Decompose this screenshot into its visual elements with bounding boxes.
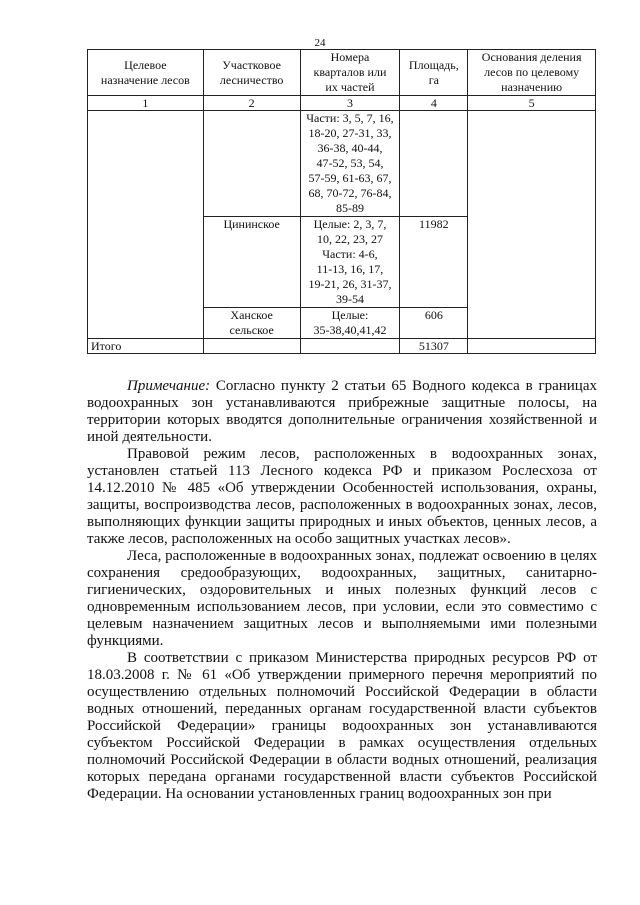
header-quarters: Номера кварталов или их частей	[300, 50, 400, 96]
area-cell	[400, 111, 468, 217]
quarters-cell: Части: 3, 5, 7, 16, 18-20, 27-31, 33, 36-38, 40-44, 47-52, 53, 54, 57-59, 61-63, 67, 68, 70-72, 76-84, 85-89	[300, 111, 400, 217]
quarters-cell: Целые: 2, 3, 7, 10, 22, 23, 27 Части: 4-6, 11-13, 16, 17, 19-21, 26, 31-37, 39-54	[300, 217, 400, 308]
table-row	[88, 111, 596, 217]
total-empty-cell	[300, 339, 400, 354]
column-number-row	[88, 96, 596, 111]
total-row	[88, 339, 596, 354]
forest-table	[87, 49, 596, 354]
column-number: 1	[88, 96, 204, 111]
forestry-cell	[203, 111, 300, 217]
paragraph: Правовой режим лесов, расположенных в водоохранных зонах, установлен статьей 113 Лесного кодекса РФ и приказом Рослесхоза от 14.12.2010 № 485 «Об утверждении Особенностей использования, охраны, защиты, воспроизводства лесов, расположенных в водоохранных зонах, лесов, выполняющих функции защиты природных и иных объектов, ценных лесов, а также лесов, расположенных на особо защитных участках лесов».	[87, 446, 597, 547]
total-label: Итого	[88, 339, 204, 354]
area-cell: 11982	[400, 217, 468, 308]
page-number: 24	[314, 37, 326, 49]
paragraph: Леса, расположенные в водоохранных зонах, подлежат освоению в целях сохранения средообразующих, водоохранных, защитных, санитарно-гигиенических, оздоровительных и иных полезных функций лесов с одновременным использованием лесов, при условии, если это совместимо с целевым назначением защитных лесов и выполняемыми ими полезными функциями.	[87, 548, 597, 649]
total-empty-cell	[468, 339, 596, 354]
header-forestry: Участковое лесничество	[203, 50, 300, 96]
basis-cell	[468, 111, 596, 339]
header-purpose: Целевое назначение лесов	[88, 50, 204, 96]
header-area: Площадь, га	[400, 50, 468, 96]
note-paragraph	[87, 378, 597, 446]
quarters-cell: Целые: 35-38,40,41,42	[300, 308, 400, 339]
purpose-cell	[88, 111, 204, 339]
header-basis: Основания деления лесов по целевому назначению	[468, 50, 596, 96]
body-text	[87, 378, 597, 803]
column-number: 4	[400, 96, 468, 111]
forestry-cell: Ханское сельское	[203, 308, 300, 339]
column-number: 3	[300, 96, 400, 111]
table-header-row	[88, 50, 596, 96]
total-empty-cell	[203, 339, 300, 354]
total-area: 51307	[400, 339, 468, 354]
column-number: 2	[203, 96, 300, 111]
note-label: Примечание:	[127, 378, 211, 394]
column-number: 5	[468, 96, 596, 111]
area-cell: 606	[400, 308, 468, 339]
paragraph: В соответствии с приказом Министерства природных ресурсов РФ от 18.03.2008 г. № 61 «Об утверждении примерного перечня мероприятий по осуществлению отдельных полномочий Российской Федерации в области водных отношений, переданных органам государственной власти субъектов Российской Федерации» границы водоохранных зон устанавливаются субъектом Российской Федерации в рамках осуществления отдельных полномочий Российской Федерации в области водных отношений, реализация которых передана органами государственной власти субъектов Российской Федерации. На основании установленных границ водоохранных зон при	[87, 650, 597, 802]
forestry-cell: Цининское	[203, 217, 300, 308]
note-text: Согласно пункту 2 статьи 65 Водного кодекса в границах водоохранных зон устанавливаются прибрежные защитные полосы, на территории которых вводятся дополнительные ограничения хозяйственной и иной деятельности.	[87, 378, 597, 445]
